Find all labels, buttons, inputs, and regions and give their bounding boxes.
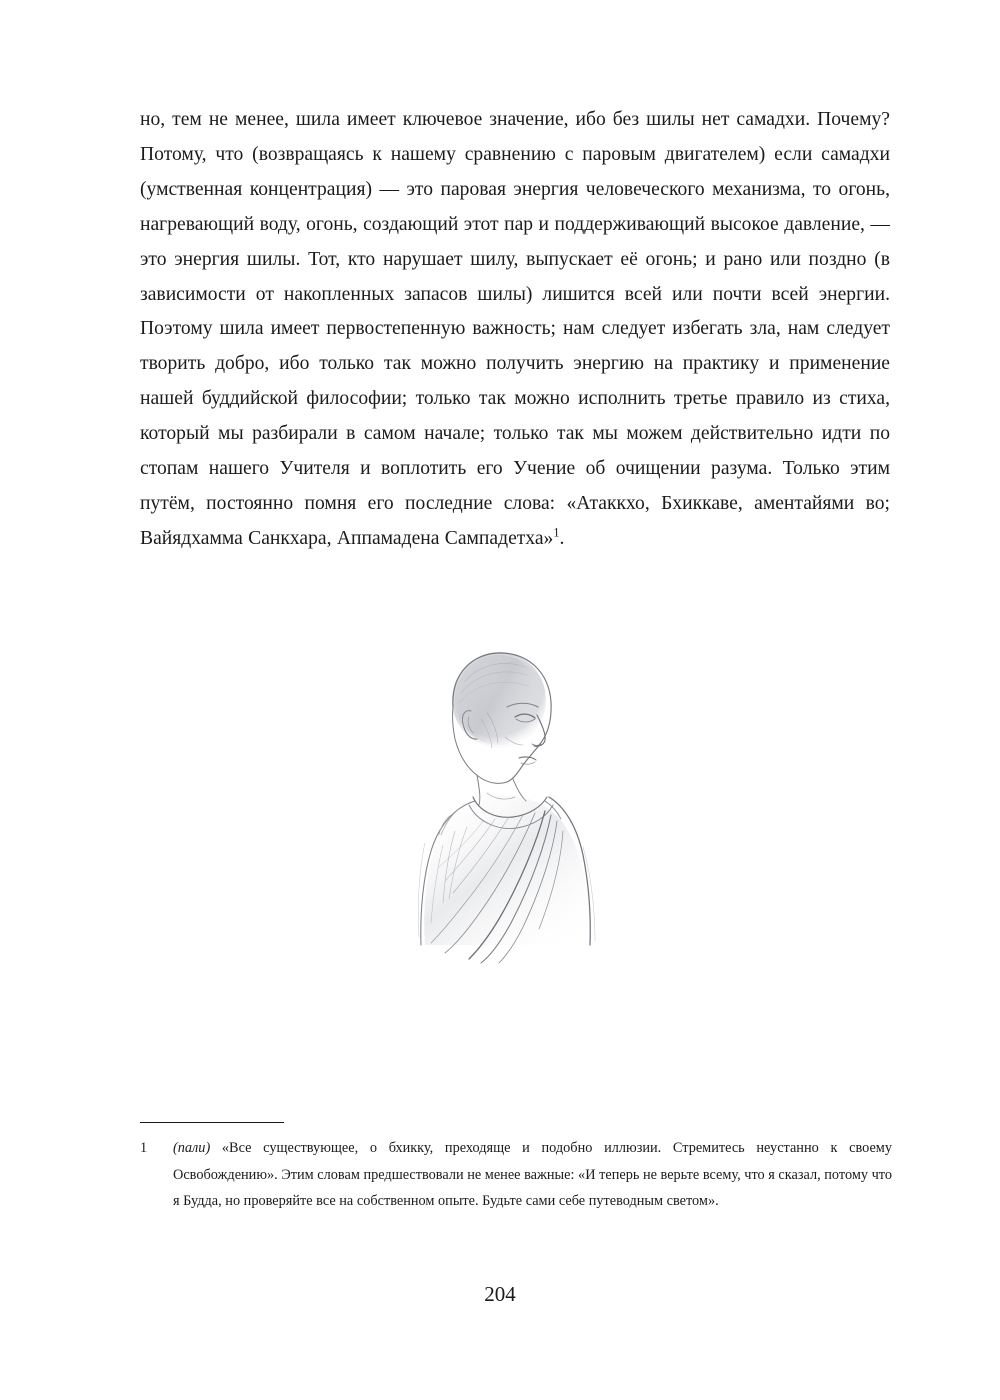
body-paragraph-text: но, тем не менее, шила имеет ключевое значение, ибо без шилы нет самадхи. Почему? Потому, что (возвращаясь к нашему сравнению с паровым двигателем) если самадхи (умственная концентрация) — это паровая энергия человеческого механизма, то огонь, нагревающий воду, огонь, создающий этот пар и поддерживающий высокое давление, — это энергия шилы. Тот, кто нарушает шилу, выпускает её огонь; и рано или поздно (в зависимости от накопленных запасов шилы) лишится всей или почти всей энергии. Поэтому шила имеет первостепенную важность; нам следует избегать зла, нам следует творить добро, ибо только так можно получить энергию на практику и применение нашей буддийской философии; только так можно исполнить третье правило из стиха, который мы разбирали в самом начале; только так мы можем действительно идти по стопам нашего Учителя и воплотить его Учение об очищении разума. Только этим путём, постоянно помня его последние слова: «Атаккхо, Бхиккаве, аментайями во; Вайядхамма Санкхара, Аппамадена Сампадетха» (140, 109, 890, 549)
footnote-body-text: «Все существующее, о бхикку, преходяще и подобно иллюзии. Стремитесь неустанно к своему Освобождению». Этим словам предшествовали не менее важные: «И теперь не верьте всему, что я сказал, потому что я Будда, но проверяйте все на собственном опыте. Будьте сами себе путеводным светом». (173, 1140, 892, 1210)
monk-head (452, 652, 551, 783)
footnote-item (140, 1135, 892, 1215)
body-text-block (140, 103, 890, 557)
footnote-separator-rule (140, 1122, 284, 1123)
footnote-area (140, 1122, 892, 1215)
monk-robe (418, 793, 595, 963)
footnote-reference-marker[interactable]: 1 (553, 525, 560, 540)
page-number: 204 (484, 1282, 516, 1306)
footnote-number: 1 (140, 1140, 148, 1156)
footnote-language-note: (пали) (173, 1140, 211, 1156)
footnote-paragraph (173, 1135, 892, 1215)
body-paragraph: но, тем не менее, шила имеет ключевое значение, ибо без шилы нет самадхи. Почему? Потому, что (возвращаясь к нашему сравнению с паровым двигателем) если самадхи (умственная концентрация) — это паровая энергия человеческого механизма, то огонь, нагревающий воду, огонь, создающий этот пар и поддерживающий высокое давление, — это энергия шилы. Тот, кто нарушает шилу, выпускает её огонь; и рано или поздно (в зависимости от накопленных запасов шилы) лишится всей или почти всей энергии. Поэтому шила имеет первостепенную важность; нам следует избегать зла, нам следует творить добро, ибо только так можно получить энергию на практику и применение нашей буддийской философии; только так можно исполнить третье правило из стиха, который мы разбирали в самом начале; только так мы можем действительно идти по стопам нашего Учителя и воплотить его Учение об очищении разума. Только этим путём, постоянно помня его последние слова: «Атаккхо, Бхиккаве, аментайями во; Вайядхамма Санкхара, Аппамадена Сампадетха»$^1$. (140, 109, 890, 549)
monk-portrait-illustration (395, 645, 625, 965)
